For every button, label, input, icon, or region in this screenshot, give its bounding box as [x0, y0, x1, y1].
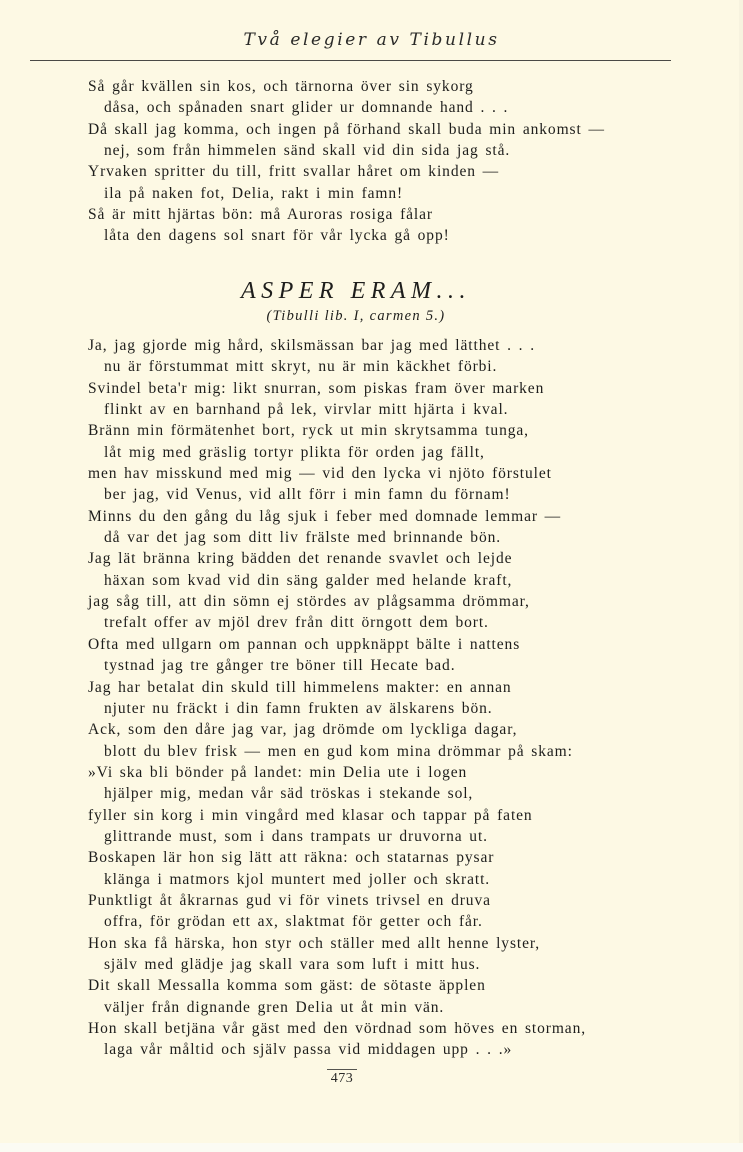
verse-line: Svindel beta'r mig: likt snurran, som piskas fram över marken: [88, 379, 545, 397]
verse-line: själv med glädje jag skall vara som luft i mitt hus.: [104, 955, 481, 973]
verse-line: blott du blev frisk — men en gud kom mina drömmar på skam:: [104, 742, 573, 760]
verse-line: fyller sin korg i min vingård med klasar och tappar på faten: [88, 806, 533, 824]
verse-line: offra, för grödan ett ax, slaktmat för getter och får.: [104, 913, 483, 931]
verse-line: glittrande must, som i dans trampats ur druvorna ut.: [104, 827, 488, 845]
verse-line: Ack, som den dåre jag var, jag drömde om lyckliga dagar,: [88, 721, 518, 739]
verse-line: låta den dagens sol snart för vår lycka gå opp!: [104, 227, 450, 245]
verse-line: låt mig med gräslig tortyr plikta för orden jag fällt,: [104, 443, 485, 461]
verse-line: nej, som från himmelen sänd skall vid din sida jag stå.: [104, 142, 511, 160]
verse-line: Då skall jag komma, och ingen på förhand skall buda min ankomst —: [88, 120, 605, 138]
verse-line: men hav misskund med mig — vid den lycka vi njöto förstulet: [88, 465, 552, 483]
verse-line: Hon ska få härska, hon styr och ställer med allt henne lyster,: [88, 934, 541, 952]
verse-line: ber jag, vid Venus, vid allt förr i min famn du förnam!: [104, 486, 511, 504]
verse-line: njuter nu fräckt i din famn frukten av älskarens bön.: [104, 699, 493, 717]
verse-line: då var det jag som ditt liv frälste med brinnande bön.: [104, 529, 502, 547]
verse-line: nu är förstummat mitt skryt, nu är min käckhet förbi.: [104, 358, 498, 376]
poem-title: ASPER ERAM...: [240, 278, 472, 304]
verse-line: ila på naken fot, Delia, rakt i min famn!: [104, 184, 404, 202]
page-edge: [739, 0, 743, 1143]
verse-line: tystnad jag tre gånger tre böner till Hecate bad.: [104, 657, 456, 675]
verse-line: häxan som kvad vid din säng galder med helande kraft,: [104, 571, 513, 589]
page-number: 473: [330, 1071, 354, 1086]
poem-body: [88, 335, 668, 1061]
verse-line: trefalt offer av mjöl drev från ditt örngott dem bort.: [104, 614, 489, 632]
verse-line: Jag har betalat din skuld till himmelens makter: en annan: [88, 678, 512, 696]
running-head: Två elegier av Tibullus: [243, 30, 500, 50]
verse-line: Punktligt åt åkrarnas gud vi för vinets trivsel en druva: [88, 891, 491, 909]
folio-rule: [327, 1069, 357, 1070]
verse-line: Boskapen lär hon sig lätt att räkna: och statarnas pysar: [88, 849, 495, 867]
poem-subtitle: (Tibulli lib. I, carmen 5.): [266, 308, 446, 324]
verse-line: Minns du den gång du låg sjuk i feber med domnade lemmar —: [88, 507, 562, 525]
verse-line: Hon skall betjäna vår gäst med den vördnad som höves en storman,: [88, 1020, 587, 1037]
opening-stanza: [88, 76, 668, 247]
verse-line: »Vi ska bli bönder på landet: min Delia ute i logen: [88, 763, 468, 781]
verse-line: Dit skall Messalla komma som gäst: de sötaste äpplen: [88, 977, 486, 995]
verse-line: Så är mitt hjärtas bön: må Auroras rosiga fålar: [88, 206, 433, 224]
verse-line: väljer från dignande gren Delia ut åt min vän.: [104, 998, 445, 1016]
verse-line: klänga i matmors kjol muntert med joller och skratt.: [104, 870, 491, 888]
verse-line: flinkt av en barnhand på lek, virvlar mitt hjärta i kval.: [104, 401, 509, 419]
verse-line: Yrvaken spritter du till, fritt svallar håret om kinden —: [88, 163, 500, 181]
verse-line: laga vår måltid och själv passa vid middagen upp . . .»: [104, 1041, 513, 1059]
verse-line: hjälper mig, medan vår säd tröskas i stekande sol,: [104, 785, 474, 803]
verse-line: jag såg till, att din sömn ej stördes av plågsamma drömmar,: [88, 593, 530, 611]
verse-line: dåsa, och spånaden snart glider ur domnande hand . . .: [104, 99, 509, 117]
verse-line: Ofta med ullgarn om pannan och uppknäppt bälte i nattens: [88, 635, 521, 653]
verse-line: Bränn min förmätenhet bort, ryck ut min skrytsamma tunga,: [88, 422, 529, 440]
verse-line: Jag lät bränna kring bädden det renande svavlet och lejde: [88, 550, 513, 568]
verse-line: Så går kvällen sin kos, och tärnorna över sin sykorg: [88, 78, 474, 95]
header-rule: [30, 60, 671, 61]
verse-line: Ja, jag gjorde mig hård, skilsmässan bar jag med lätthet . . .: [88, 337, 535, 354]
